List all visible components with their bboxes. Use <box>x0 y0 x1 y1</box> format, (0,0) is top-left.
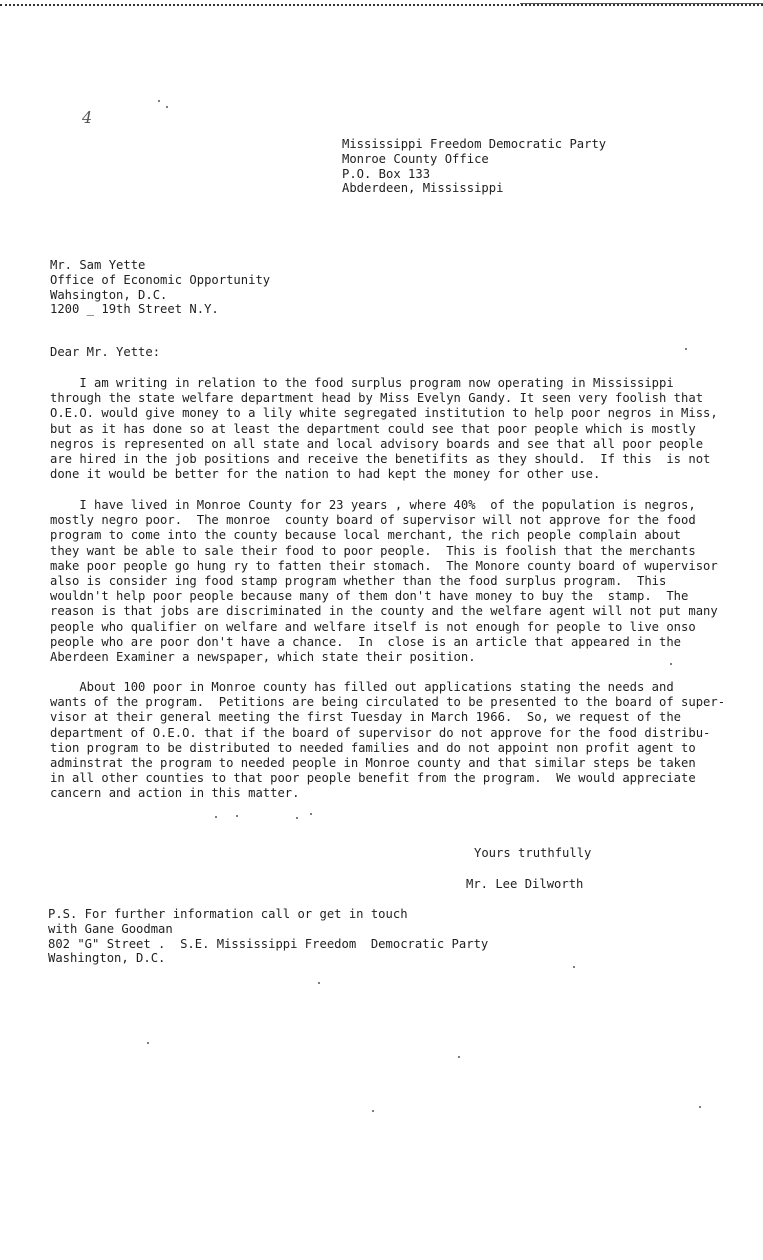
scan-speck <box>670 663 672 665</box>
scan-speck <box>236 815 238 817</box>
sender-line: P.O. Box 133 <box>342 166 431 181</box>
paragraph-line: people who qualifier on welfare and welfare itself is not enough for people to live onso <box>50 619 696 634</box>
recipient-line: Mr. Sam Yette <box>50 258 146 272</box>
recipient-address <box>50 258 270 317</box>
paragraph-line: cancern and action in this matter. <box>50 786 300 801</box>
paragraph-line: tion program to be distributed to needed families and do not appoint non profit agent to <box>50 740 696 755</box>
top-edge-rule <box>0 4 763 6</box>
sender-address <box>342 137 606 196</box>
scan-speck <box>158 100 160 102</box>
paragraph-line: I have lived in Monroe County for 23 years , where 40% of the population is negros, <box>50 498 696 512</box>
recipient-line: Office of Economic Opportunity <box>50 272 271 287</box>
scan-speck <box>296 817 298 819</box>
scan-speck <box>215 816 217 818</box>
complimentary-close: Yours truthfully <box>474 846 592 860</box>
sender-line: Mississippi Freedom Democratic Party <box>342 137 607 151</box>
paragraph-line: but as it has done so at least the department could see that poor people which is mostly <box>50 421 696 436</box>
scan-speck <box>699 1106 701 1108</box>
scan-speck <box>685 348 687 350</box>
paragraph-line: negros is represented on all state and local advisory boards and see that all poor people <box>50 436 704 451</box>
paragraph-line: through the state welfare department head by Miss Evelyn Gandy. It seen very foolish that <box>50 391 704 406</box>
postscript-line: P.S. For further information call or get in touch <box>48 907 408 921</box>
scan-speck <box>573 966 575 968</box>
paragraph-line: also is consider ing food stamp program whether than the food surplus program. This <box>50 574 667 589</box>
paragraph-line: mostly negro poor. The monroe county board of supervisor will not approve for the food <box>50 513 696 528</box>
top-edge-line <box>520 3 763 4</box>
postscript <box>48 907 488 966</box>
paragraph-line: reason is that jobs are discriminated in the county and the welfare agent will not put many <box>50 604 718 619</box>
scan-speck <box>147 1042 149 1044</box>
paragraph-line: department of O.E.O. that if the board of supervisor do not approve for the food distribu- <box>50 725 711 740</box>
body-paragraph-2 <box>50 498 740 665</box>
paragraph-line: About 100 poor in Monroe county has filled out applications stating the needs and <box>50 680 674 694</box>
scan-speck <box>310 813 312 815</box>
postscript-line: 802 "G" Street . S.E. Mississippi Freedom Democratic Party <box>48 936 489 951</box>
paragraph-line: I am writing in relation to the food surplus program now operating in Mississippi <box>50 376 674 390</box>
paragraph-line: wouldn't help poor people because many of them don't have money to buy the stamp. The <box>50 589 689 604</box>
scan-speck <box>372 1110 374 1112</box>
signature-name: Mr. Lee Dilworth <box>466 877 584 891</box>
sender-line: Monroe County Office <box>342 151 489 166</box>
paragraph-line: make poor people go hung ry to fatten their stomach. The Monore county board of wupervisor <box>50 558 718 573</box>
sender-line: Abderdeen, Mississippi <box>342 181 504 196</box>
paragraph-line: adminstrat the program to needed people in Monroe county and that similar steps be taken <box>50 756 696 771</box>
scan-speck <box>318 982 320 984</box>
paragraph-line: done it would be better for the nation to had kept the money for other use. <box>50 467 601 482</box>
paragraph-line: program to come into the county because local merchant, the rich people complain about <box>50 528 682 543</box>
handwritten-margin-note: 4 <box>82 108 93 127</box>
paragraph-line: in all other counties to that poor people benefit from the program. We would appreciate <box>50 771 696 786</box>
salutation: Dear Mr. Yette: <box>50 345 161 359</box>
postscript-line: with Gane Goodman <box>48 921 173 936</box>
paragraph-line: are hired in the job positions and receive the benetifits as they should. If this is not <box>50 452 711 467</box>
scan-speck <box>166 106 168 108</box>
scan-speck <box>458 1056 460 1058</box>
paragraph-line: visor at their general meeting the first Tuesday in March 1966. So, we request of the <box>50 710 682 725</box>
body-paragraph-3 <box>50 680 740 802</box>
body-paragraph-1 <box>50 376 740 482</box>
recipient-line: 1200 _ 19th Street N.Y. <box>50 302 219 317</box>
paragraph-line: they want be able to sale their food to poor people. This is foolish that the merchants <box>50 543 696 558</box>
postscript-line: Washington, D.C. <box>48 951 166 966</box>
paragraph-line: Aberdeen Examiner a newspaper, which state their position. <box>50 650 476 665</box>
recipient-line: Wahsington, D.C. <box>50 287 168 302</box>
paragraph-line: O.E.O. would give money to a lily white segregated institution to help poor negros in Miss, <box>50 406 718 421</box>
paragraph-line: people who are poor don't have a chance. In close is an article that appeared in the <box>50 634 682 649</box>
paragraph-line: wants of the program. Petitions are being circulated to be presented to the board of super- <box>50 695 726 710</box>
